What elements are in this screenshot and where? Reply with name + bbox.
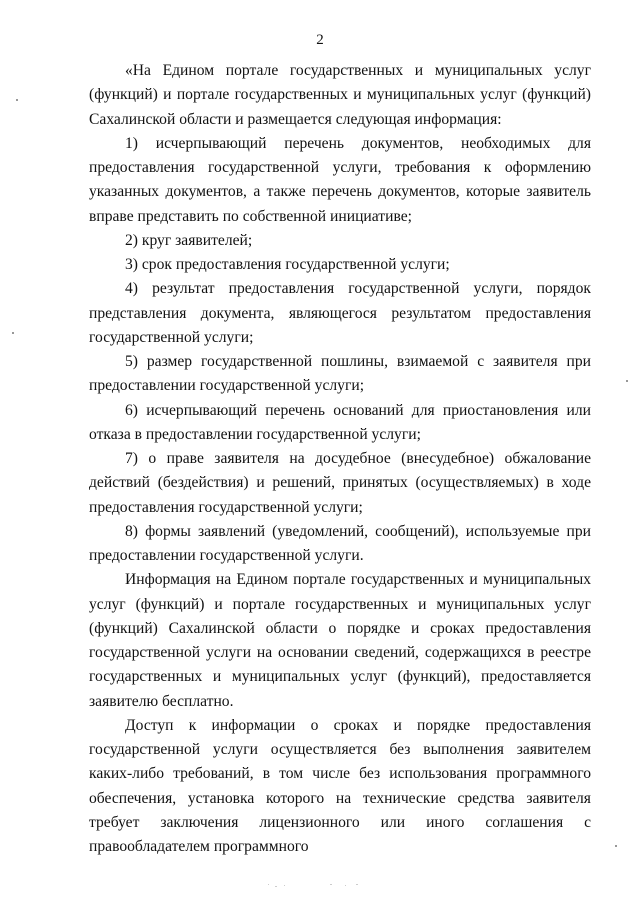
scan-speck	[284, 885, 285, 886]
scan-speck	[615, 845, 617, 847]
body-text	[89, 59, 591, 859]
paragraph-item-7: 7) о праве заявителя на досудебное (внесудебное) обжалование действий (бездействия) и решений, принятых (осуществляемых) в ходе предоставления государственной услуги;	[89, 450, 591, 516]
scan-speck	[12, 332, 14, 334]
paragraph-access: Доступ к информации о сроках и порядке предоставления государственной услуги осуществляется без выполнения заявителем каких-либо требований, в том числе без использования программного обеспечения, установка которого на технические средства заявителя требует заключения лицензионного или иного соглашения с правообладателем программного	[89, 716, 591, 855]
scan-speck	[275, 886, 277, 887]
paragraph-item-6: 6) исчерпывающий перечень оснований для приостановления или отказа в предоставлении государственной услуги;	[89, 401, 591, 443]
scan-speck	[356, 884, 358, 885]
scan-speck	[345, 885, 346, 886]
paragraph-item-5: 5) размер государственной пошлины, взимаемой с заявителя при предоставлении государственной услуги;	[89, 353, 591, 395]
paragraph-portal-info: Информация на Едином портале государственных и муниципальных услуг (функций) и портале государственных и муниципальных услуг (функций) Сахалинской области о порядке и сроках предоставления государственной услуги на основании сведений, содержащихся в реестре государственных и муниципальных услуг (функций), предоставляется заявителю бесплатно.	[89, 571, 591, 710]
page-number: 2	[316, 32, 324, 48]
paragraph-intro: «На Едином портале государственных и муниципальных услуг (функций) и портале государственных и муниципальных услуг (функций) Сахалинской области и размещается следующая информация:	[89, 62, 591, 128]
scan-speck	[268, 884, 269, 885]
paragraph-item-3: 3) срок предоставления государственной услуги;	[125, 256, 450, 273]
scan-speck	[626, 380, 628, 382]
paragraph-item-8: 8) формы заявлений (уведомлений, сообщений), используемые при предоставлении государственной услуги.	[89, 522, 591, 564]
paragraph-item-1: 1) исчерпывающий перечень документов, необходимых для предоставления государственной услуги, требования к оформлению указанных документов, а также перечень документов, которые заявитель вправе представить по собственной инициативе;	[89, 134, 591, 225]
paragraph-item-4: 4) результат предоставления государственной услуги, порядок представления документа, являющегося результатом предоставления государственной услуги;	[89, 280, 591, 346]
scan-speck	[16, 99, 18, 101]
scan-speck	[330, 884, 332, 885]
paragraph-item-2: 2) круг заявителей;	[125, 231, 253, 249]
